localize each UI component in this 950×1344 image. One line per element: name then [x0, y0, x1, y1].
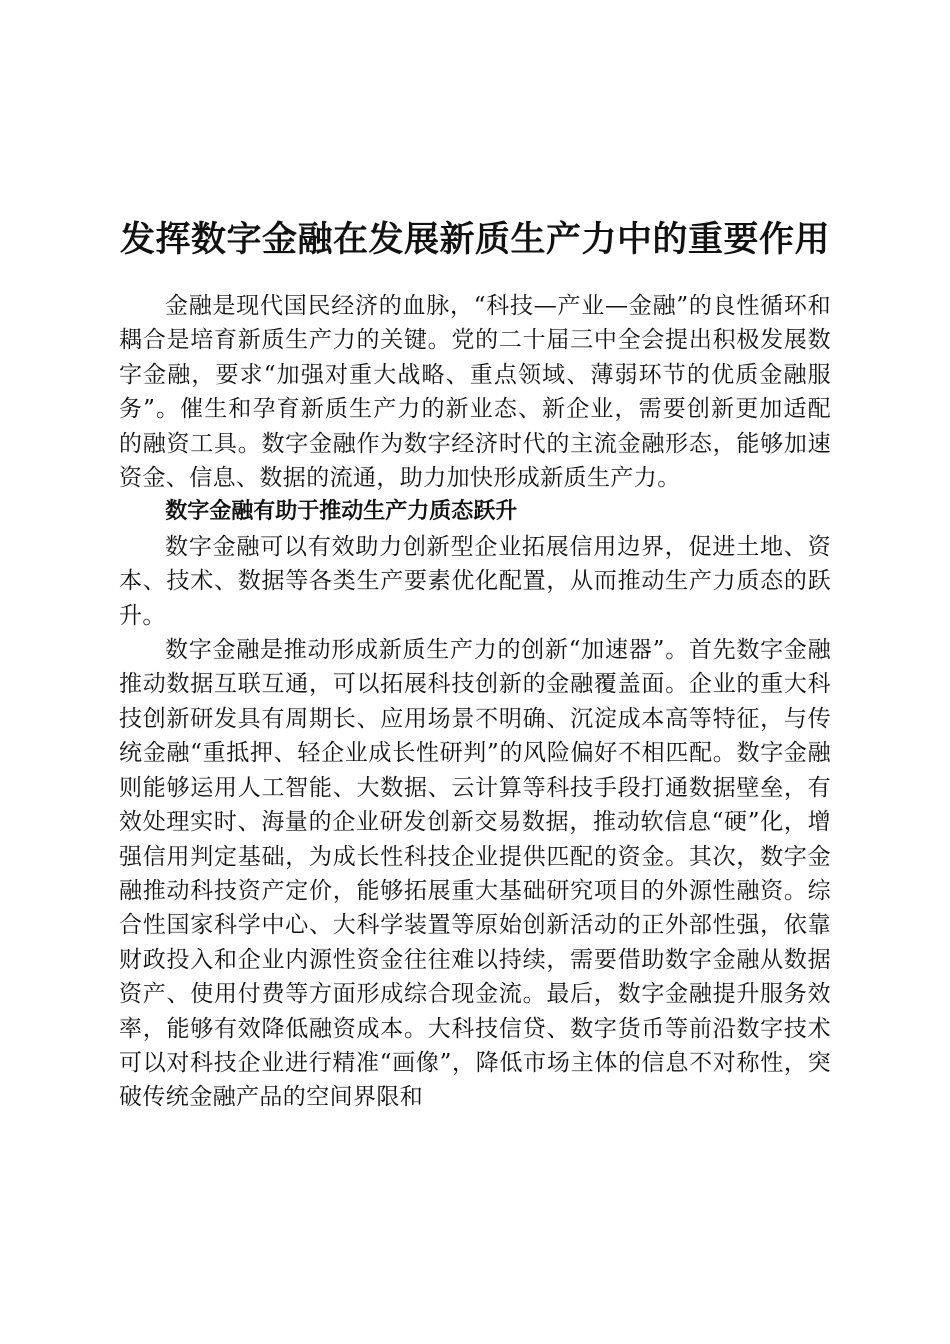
- paragraph-accelerator: 数字金融是推动形成新质生产力的创新“加速器”。首先数字金融推动数据互联互通，可以拓展科技创新的金融覆盖面。企业的重大科技创新研发具有周期长、应用场景不明确、沉淀成本高等特征，与传统金融“重抵押、轻企业成长性研判”的风险偏好不相匹配。数字金融则能够运用人工智能、大数据、云计算等科技手段打通数据壁垒，有效处理实时、海量的企业研发创新交易数据，推动软信息“硬”化，增强信用判定基础，为成长性科技企业提供匹配的资金。其次，数字金融推动科技资产定价，能够拓展重大基础研究项目的外源性融资。综合性国家科学中心、大科学装置等原始创新活动的正外部性强，依靠财政投入和企业内源性资金往往难以持续，需要借助数字金融从数据资产、使用付费等方面形成综合现金流。最后，数字金融提升服务效率，能够有效降低融资成本。大科技信贷、数字货币等前沿数字技术可以对科技企业进行精准“画像”，降低市场主体的信息不对称性，突破传统金融产品的空间界限和: [119, 637, 831, 1111]
- section-heading: 数字金融有助于推动生产力质态跃升: [165, 499, 518, 525]
- paragraph-section-intro: 数字金融可以有效助力创新型企业拓展信用边界，促进土地、资本、技术、数据等各类生产要素优化配置，从而推动生产力质态的跃升。: [119, 533, 831, 629]
- paragraph-intro: 金融是现代国民经济的血脉，“科技—产业—金融”的良性循环和耦合是培育新质生产力的关键。党的二十届三中全会提出积极发展数字金融，要求“加强对重大战略、重点领域、薄弱环节的优质金融服务”。催生和孕育新质生产力的新业态、新企业，需要创新更加适配的融资工具。数字金融作为数字经济时代的主流金融形态，能够加速资金、信息、数据的流通，助力加快形成新质生产力。: [119, 293, 831, 492]
- document-body: [119, 289, 831, 1115]
- document-title: 发挥数字金融在发展新质生产力中的重要作用: [119, 220, 830, 261]
